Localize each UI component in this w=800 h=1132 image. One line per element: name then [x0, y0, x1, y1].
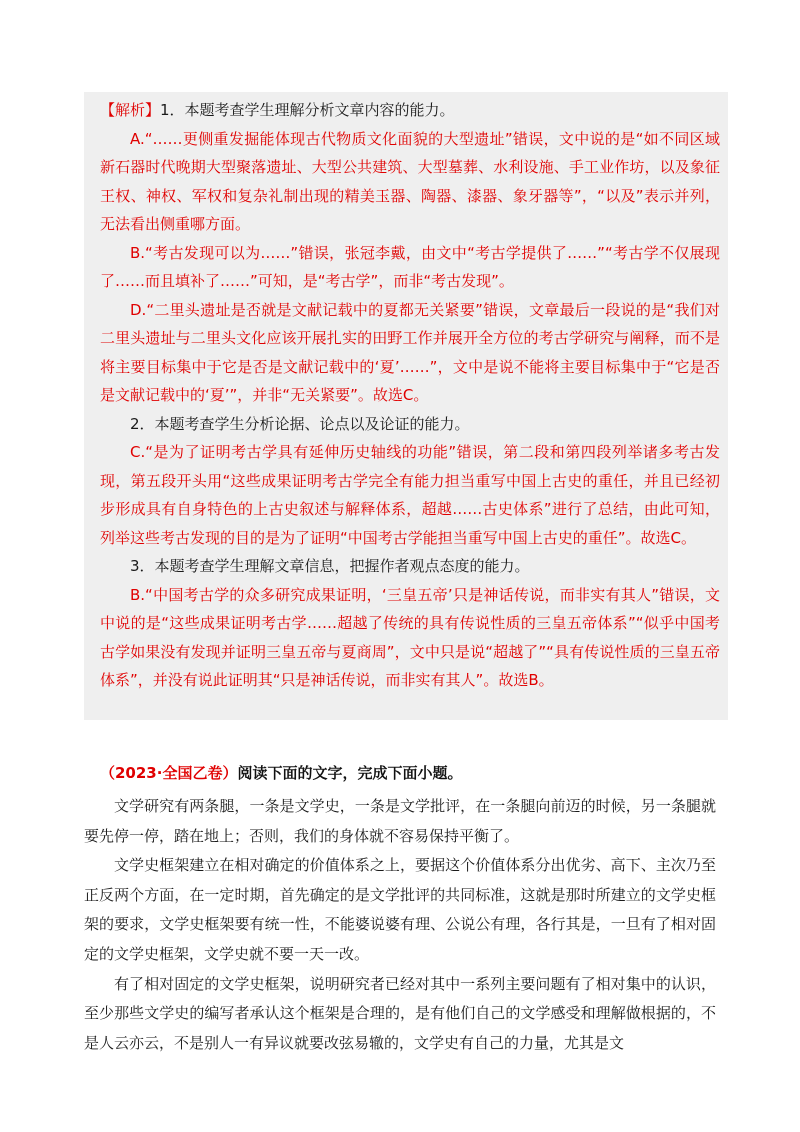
q1-option-b-analysis: B.“考古发现可以为……”错误，张冠李戴，由文中“考古学提供了……”“考古学不仅展现了……而且填补了……”可知，是“考古学”，而非“考古发现”。 [100, 243, 720, 290]
passage-paragraph-3: 有了相对固定的文学史框架，说明研究者已经对其中一系列主要问题有了相对集中的认识，至少那些文学史的编写者承认这个框架是合理的，是有他们自己的文学感受和理解做根据的，不是人云亦云，不是别人一有异议就要改弦易辙的，文学史有自己的力量，尤其是文 [84, 974, 716, 1052]
analysis-box [84, 92, 728, 720]
q3-option-b-analysis: B.“中国考古学的众多研究成果证明，‘三皇五帝’只是神话传说，而非实有其人”错误，文中说的是“这些成果证明考古学……超越了传统的具有传说性质的三皇五帝体系”“似乎中国考古学如果没有发现并证明三皇五帝与夏商周”，文中只是说“超越了”“具有传说性质的三皇五帝体系”，并没有说此证明其“只是神话传说，而非实有其人”。故选B。 [100, 585, 720, 689]
question-instruction: 阅读下面的文字，完成下面小题。 [237, 764, 463, 782]
q1-intro-line [100, 96, 720, 125]
q1-intro: 1．本题考查学生理解分析文章内容的能力。 [160, 101, 455, 119]
analysis-tag: 【解析】 [100, 101, 161, 119]
q1-option-a-analysis: A.“……更侧重发掘能体现古代物质文化面貌的大型遗址”错误，文中说的是“如不同区域新石器时代晚期大型聚落遗址、大型公共建筑、大型墓葬、水利设施、手工业作坊，以及象征王权、神权、军权和复杂礼制出现的精美玉器、陶器、漆器、象牙器等”，“以及”表示并列，无法看出侧重哪方面。 [100, 129, 720, 233]
q3-intro: 3．本题考查学生理解文章信息，把握作者观点态度的能力。 [130, 557, 530, 575]
question-source: （2023·全国乙卷） [100, 764, 238, 782]
passage-paragraph-2: 文学史框架建立在相对确定的价值体系之上，要据这个价值体系分出优劣、高下、主次乃至正反两个方面，在一定时期，首先确定的是文学批评的共同标准，这就是那时所建立的文学史框架的要求，文学史框架要有统一性，不能婆说婆有理、公说公有理，各行其是，一旦有了相对固定的文学史框架，文学史就不要一天一改。 [84, 856, 716, 963]
q1-option-d-analysis: D.“二里头遗址是否就是文献记载中的夏都无关紧要”错误，文章最后一段说的是“我们对二里头遗址与二里头文化应该开展扎实的田野工作并展开全方位的考古学研究与阐释，而不是将主要目标集中于它是否是文献记载中的‘夏’……”，文中是说不能将主要目标集中于“它是否是文献记载中的‘夏’”，并非“无关紧要”。故选C。 [100, 300, 720, 404]
passage-paragraph-1: 文学研究有两条腿，一条是文学史，一条是文学批评，在一条腿向前迈的时候，另一条腿就要先停一停，踏在地上；否则，我们的身体就不容易保持平衡了。 [84, 797, 716, 845]
reading-passage [84, 792, 716, 1058]
question-heading [100, 762, 462, 783]
q2-option-c-analysis: C.“是为了证明考古学具有延伸历史轴线的功能”错误，第二段和第四段列举诸多考古发现，第五段开头用“这些成果证明考古学完全有能力担当重写中国上古史的重任，并且已经初步形成具有自身特色的上古史叙述与解释体系，超越……古史体系”进行了总结，由此可知，列举这些考古发现的目的是为了证明“中国考古学能担当重写中国上古史的重任”。故选C。 [100, 443, 720, 547]
q2-intro: 2．本题考查学生分析论据、论点以及论证的能力。 [130, 414, 470, 433]
